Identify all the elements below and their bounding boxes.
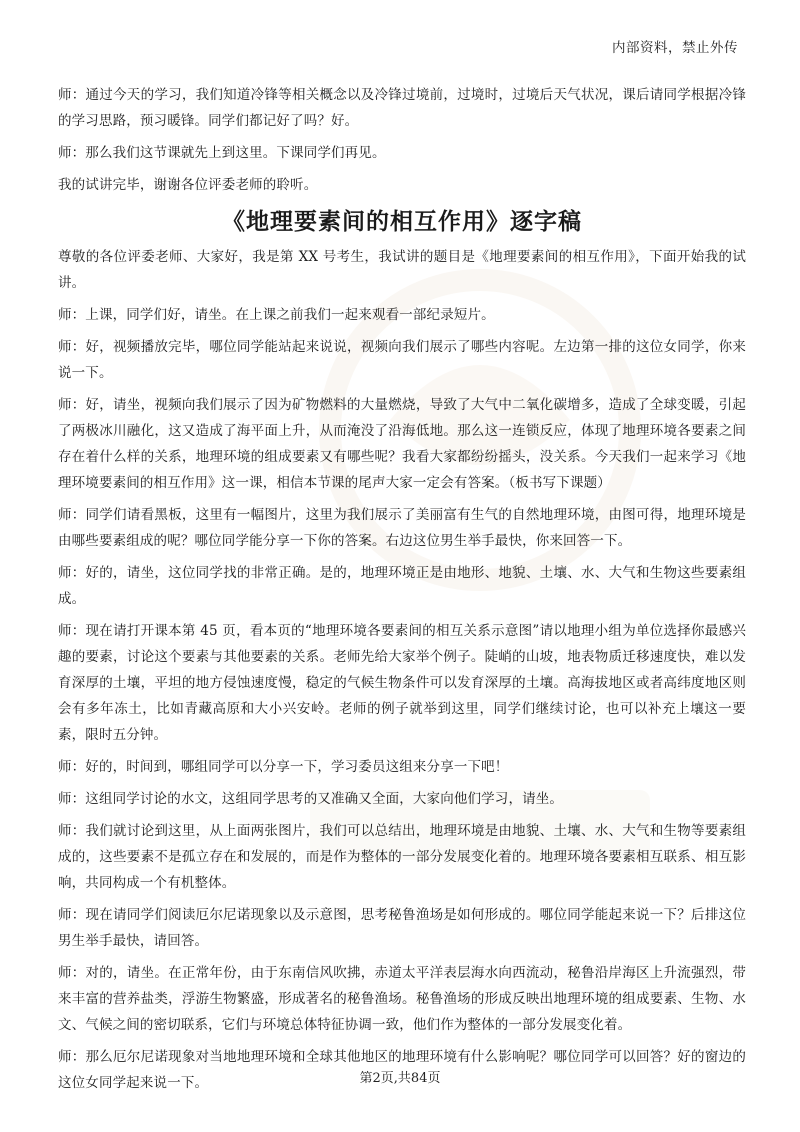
body-paragraph: 师：那么厄尔尼诺现象对当地地理环境和全球其他地区的地理环境有什么影响呢？哪位同学可以回答？好的窗边的这位女同学起来说一下。	[58, 1049, 746, 1091]
body-paragraph: 师：这组同学讨论的水文，这组同学思考的又准确又全面，大家向他们学习，请坐。	[58, 791, 564, 807]
body-paragraph: 师：好，视频播放完毕，哪位同学能站起来说说，视频向我们展示了哪些内容呢。左边第一排的这位女同学，你来说一下。	[58, 339, 746, 381]
body-paragraph: 师：上课，同学们好，请坐。在上课之前我们一起来观看一部纪录短片。	[58, 307, 495, 323]
body-paragraph: 师：对的，请坐。在正常年份，由于东南信风吹拂，赤道太平洋表层海水向西流动，秘鲁沿岸海区上升流强烈，带来丰富的营养盐类，浮游生物繁盛，形成著名的秘鲁渔场。秘鲁渔场的形成反映出地理环境的组成要素、生物、水文、气候之间的密切联系，它们与环境总体特征协调一致，他们作为整体的一部分发展变化着。	[58, 965, 746, 1033]
page-number: 第2页,共84页	[359, 1071, 441, 1086]
body-paragraph: 师：现在请打开课本第 45 页，看本页的“地理环境各要素间的相互关系示意图”请以地理小组为单位选择你最感兴趣的要素，讨论这个要素与其他要素的关系。老师先给大家举个例子。陡峭的山坡，地表物质迁移速度快，难以发育深厚的土壤，平坦的地方侵蚀速度慢，稳定的气候生物条件可以发育深厚的土壤。高海拔地区或者高纬度地区则会有多年冻土，比如青藏高原和大小兴安岭。老师的例子就举到这里，同学们继续讨论，也可以补充上壤这一要素，限时五分钟。	[58, 623, 746, 743]
header-note: 内部资料，禁止外传	[612, 40, 738, 56]
intro-paragraph: 我的试讲完毕，谢谢各位评委老师的聆听。	[58, 177, 318, 193]
body-paragraph: 尊敬的各位评委老师、大家好，我是第 XX 号考生，我试讲的题目是《地理要素间的相互作用》，下面开始我的试讲。	[58, 249, 746, 291]
document-body	[58, 82, 746, 1102]
body-paragraph: 师：好，请坐，视频向我们展示了因为矿物燃料的大量燃烧，导致了大气中二氧化碳增多，造成了全球变暖，引起了两极冰川融化，这又造成了海平面上升，从而淹没了沿海低地。那么这一连锁反应，体现了地理环境各要素之间存在着什么样的关系，地理环境的组成要素又有哪些呢？我看大家都纷纷摇头，没关系。今天我们一起来学习《地理环境要素间的相互作用》这一课，相信本节课的尾声大家一定会有答案。（板书写下课题）	[58, 397, 746, 491]
intro-paragraph: 师：那么我们这节课就先上到这里。下课同学们再见。	[58, 145, 386, 161]
body-paragraph: 师：好的，时间到，哪组同学可以分享一下，学习委员这组来分享一下吧！	[58, 759, 509, 775]
intro-paragraph: 师：通过今天的学习，我们知道冷锋等相关概念以及冷锋过境前，过境时，过境后天气状况，课后请同学根据冷锋的学习思路，预习暖锋。同学们都记好了吗？好。	[58, 87, 746, 129]
body-paragraph: 师：我们就讨论到这里，从上面两张图片，我们可以总结出，地理环境是由地貌、土壤、水、大气和生物等要素组成的，这些要素不是孤立存在和发展的，而是作为整体的一部分发展变化着的。地理环境各要素相互联系、相互影响，共同构成一个有机整体。	[58, 823, 746, 891]
body-paragraph: 师：同学们请看黑板，这里有一幅图片，这里为我们展示了美丽富有生气的自然地理环境，由图可得，地理环境是由哪些要素组成的呢？哪位同学能分享一下你的答案。右边这位男生举手最快，你来回答一下。	[58, 507, 746, 549]
body-paragraph: 师：现在请同学们阅读厄尔尼诺现象以及示意图，思考秘鲁渔场是如何形成的。哪位同学能起来说一下？后排这位男生举手最快，请回答。	[58, 907, 746, 949]
document-title: 《地理要素间的相互作用》逐字稿	[222, 209, 582, 235]
body-paragraph: 师：好的，请坐，这位同学找的非常正确。是的，地理环境正是由地形、地貌、土壤、水、大气和生物这些要素组成。	[58, 565, 746, 607]
